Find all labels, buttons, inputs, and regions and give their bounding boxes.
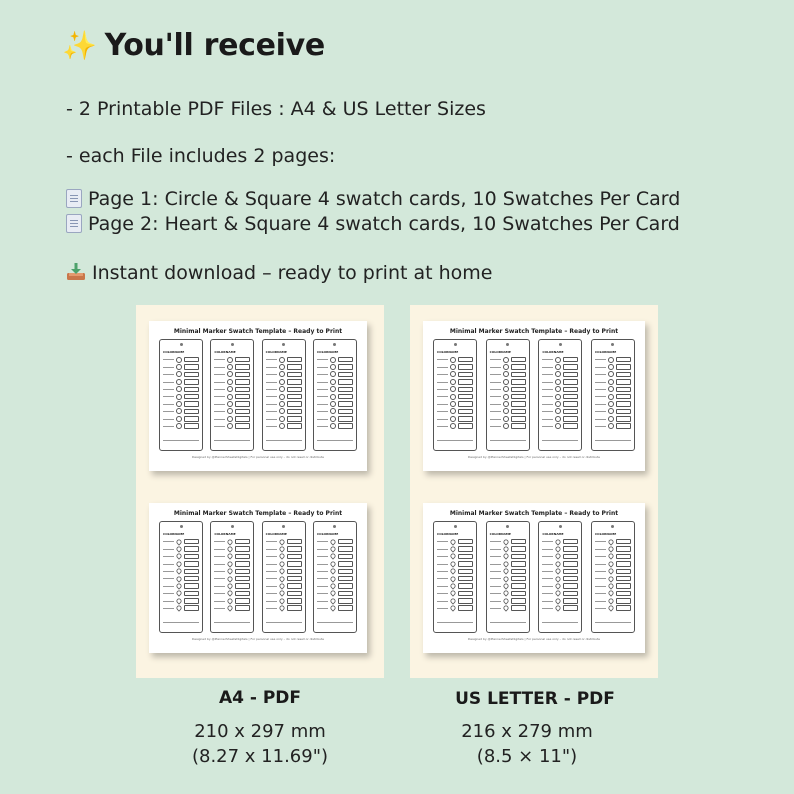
swatch-card xyxy=(313,521,357,633)
swatch-row xyxy=(595,568,631,575)
swatch-row xyxy=(490,400,526,407)
swatch-row xyxy=(437,590,473,597)
swatch-row xyxy=(214,605,250,612)
swatch-card xyxy=(433,339,477,451)
swatch-row xyxy=(437,393,473,400)
card-notes xyxy=(163,622,199,629)
card-notes xyxy=(595,622,631,629)
card-label: COLORNAME xyxy=(542,532,564,536)
swatch-row xyxy=(214,363,250,370)
download-tray-icon xyxy=(66,262,86,282)
swatch-row xyxy=(317,605,353,612)
card-label: COLORNAME xyxy=(214,532,236,536)
card-notes xyxy=(317,440,353,447)
swatch-row xyxy=(542,582,578,589)
swatch-row xyxy=(266,386,302,393)
swatch-row xyxy=(490,545,526,552)
swatch-row xyxy=(163,408,199,415)
swatch-row xyxy=(490,575,526,582)
swatch-cards xyxy=(429,339,639,451)
files-line: - 2 Printable PDF Files : A4 & US Letter Sizes xyxy=(66,98,486,120)
swatch-row xyxy=(437,553,473,560)
swatch-card xyxy=(262,521,306,633)
swatch-row xyxy=(490,356,526,363)
swatch-card xyxy=(486,339,530,451)
swatch-row xyxy=(542,356,578,363)
swatch-row xyxy=(595,408,631,415)
card-label: COLORNAME xyxy=(265,350,287,354)
swatch-row xyxy=(542,386,578,393)
swatch-row xyxy=(317,408,353,415)
swatch-row xyxy=(542,538,578,545)
swatch-row xyxy=(595,423,631,430)
card-label: COLORNAME xyxy=(594,350,617,354)
swatch-row xyxy=(317,400,353,407)
swatch-row xyxy=(266,356,302,363)
swatch-row xyxy=(317,386,353,393)
swatch-row xyxy=(437,538,473,545)
swatch-row xyxy=(163,568,199,575)
swatch-row xyxy=(266,408,302,415)
swatch-row xyxy=(595,400,631,407)
swatch-card xyxy=(433,521,477,633)
swatch-row xyxy=(437,415,473,422)
swatch-card xyxy=(159,339,203,451)
swatch-row xyxy=(214,386,250,393)
card-notes xyxy=(214,440,250,447)
swatch-card xyxy=(538,521,582,633)
swatch-row xyxy=(437,378,473,385)
card-notes xyxy=(595,440,631,447)
swatch-row xyxy=(437,597,473,604)
swatch-row xyxy=(266,568,302,575)
swatch-row xyxy=(542,553,578,560)
swatch-row xyxy=(266,597,302,604)
swatch-row xyxy=(317,538,353,545)
swatch-row xyxy=(437,582,473,589)
swatch-row xyxy=(437,371,473,378)
swatch-row xyxy=(317,415,353,422)
swatch-row xyxy=(542,363,578,370)
card-label: COLORNAME xyxy=(214,350,236,354)
card-notes xyxy=(214,622,250,629)
swatch-row xyxy=(266,538,302,545)
swatch-row xyxy=(214,538,250,545)
swatch-row xyxy=(163,378,199,385)
swatch-row xyxy=(214,553,250,560)
swatch-row xyxy=(490,393,526,400)
a4-heart-sheet xyxy=(149,503,367,653)
swatch-row xyxy=(595,545,631,552)
swatch-row xyxy=(214,356,250,363)
swatch-row xyxy=(595,371,631,378)
swatch-row xyxy=(490,597,526,604)
swatch-row xyxy=(595,560,631,567)
card-notes xyxy=(490,622,526,629)
swatch-row xyxy=(163,538,199,545)
card-notes xyxy=(490,440,526,447)
swatch-row xyxy=(595,590,631,597)
swatch-row xyxy=(595,386,631,393)
swatch-row xyxy=(214,545,250,552)
swatch-row xyxy=(266,560,302,567)
swatch-row xyxy=(163,553,199,560)
swatch-row xyxy=(595,393,631,400)
swatch-card xyxy=(486,521,530,633)
download-line xyxy=(66,262,492,284)
swatch-row xyxy=(490,378,526,385)
swatch-card xyxy=(210,339,254,451)
swatch-row xyxy=(317,560,353,567)
swatch-row xyxy=(317,582,353,589)
swatch-row xyxy=(595,356,631,363)
swatch-row xyxy=(317,553,353,560)
card-notes xyxy=(542,622,578,629)
swatch-card xyxy=(159,521,203,633)
swatch-cards xyxy=(429,521,639,633)
swatch-row xyxy=(163,590,199,597)
swatch-row xyxy=(214,582,250,589)
page1-line xyxy=(66,188,680,210)
swatch-row xyxy=(542,378,578,385)
sparkles-icon: ✨ xyxy=(62,29,97,62)
a4-size-in: (8.27 x 11.69") xyxy=(191,746,329,767)
swatch-row xyxy=(317,393,353,400)
swatch-row xyxy=(490,582,526,589)
page-title xyxy=(62,28,325,63)
swatch-row xyxy=(317,378,353,385)
a4-size-mm: 210 x 297 mm xyxy=(194,721,326,742)
card-label: COLORNAME xyxy=(489,350,511,354)
swatch-row xyxy=(490,386,526,393)
swatch-row xyxy=(437,386,473,393)
swatch-row xyxy=(266,400,302,407)
swatch-row xyxy=(490,408,526,415)
swatch-row xyxy=(214,575,250,582)
swatch-row xyxy=(163,575,199,582)
swatch-row xyxy=(163,597,199,604)
swatch-card xyxy=(262,339,306,451)
sheet-footer: Designed by @PlannerSheetsDigitals | For personal use only – do not resell or distribute xyxy=(467,455,601,459)
swatch-row xyxy=(163,363,199,370)
swatch-row xyxy=(163,371,199,378)
sheet-footer: Designed by @PlannerSheetsDigitals | For personal use only – do not resell or distribute xyxy=(191,637,325,641)
swatch-row xyxy=(317,356,353,363)
a4-circle-sheet xyxy=(149,321,367,471)
swatch-row xyxy=(490,415,526,422)
swatch-row xyxy=(317,597,353,604)
pages-line: - each File includes 2 pages: xyxy=(66,145,336,167)
swatch-card xyxy=(538,339,582,451)
swatch-row xyxy=(163,415,199,422)
swatch-row xyxy=(490,371,526,378)
swatch-row xyxy=(214,568,250,575)
card-notes xyxy=(437,622,473,629)
sheet-footer: Designed by @PlannerSheetsDigitals | For personal use only – do not resell or distribute xyxy=(467,637,601,641)
sheet-title: Minimal Marker Swatch Template – Ready to Print xyxy=(449,328,619,335)
swatch-row xyxy=(542,590,578,597)
swatch-row xyxy=(214,378,250,385)
swatch-row xyxy=(542,545,578,552)
swatch-row xyxy=(490,553,526,560)
swatch-row xyxy=(266,363,302,370)
swatch-row xyxy=(595,582,631,589)
card-notes xyxy=(317,622,353,629)
card-label: COLORNAME xyxy=(265,532,287,536)
swatch-row xyxy=(266,415,302,422)
swatch-row xyxy=(266,423,302,430)
swatch-row xyxy=(163,423,199,430)
swatch-row xyxy=(437,560,473,567)
swatch-row xyxy=(163,560,199,567)
swatch-row xyxy=(490,590,526,597)
us-heart-sheet xyxy=(423,503,645,653)
sheet-footer: Designed by @PlannerSheetsDigitals | For personal use only – do not resell or distribute xyxy=(191,455,325,459)
sheet-title: Minimal Marker Swatch Template – Ready to Print xyxy=(173,328,343,335)
swatch-card xyxy=(591,521,635,633)
swatch-row xyxy=(542,597,578,604)
swatch-row xyxy=(595,363,631,370)
card-notes xyxy=(437,440,473,447)
swatch-card xyxy=(313,339,357,451)
swatch-row xyxy=(317,371,353,378)
swatch-row xyxy=(490,423,526,430)
card-label: COLORNAME xyxy=(163,350,185,354)
swatch-row xyxy=(542,408,578,415)
swatch-row xyxy=(542,568,578,575)
swatch-row xyxy=(542,371,578,378)
download-text: Instant download – ready to print at home xyxy=(92,262,493,284)
swatch-row xyxy=(542,415,578,422)
card-label: COLORNAME xyxy=(316,532,339,536)
a4-caption-title: A4 - PDF xyxy=(218,688,302,708)
page1-text: Page 1: Circle & Square 4 swatch cards, 10 Swatches Per Card xyxy=(88,188,681,210)
swatch-row xyxy=(542,400,578,407)
swatch-row xyxy=(490,605,526,612)
swatch-row xyxy=(437,363,473,370)
swatch-row xyxy=(214,560,250,567)
swatch-row xyxy=(266,582,302,589)
swatch-row xyxy=(542,393,578,400)
swatch-row xyxy=(595,575,631,582)
page-title-text: You'll receive xyxy=(104,28,325,63)
swatch-row xyxy=(163,386,199,393)
swatch-row xyxy=(266,371,302,378)
card-label: COLORNAME xyxy=(489,532,511,536)
swatch-row xyxy=(595,538,631,545)
swatch-row xyxy=(437,408,473,415)
swatch-row xyxy=(163,400,199,407)
document-icon xyxy=(66,214,82,233)
swatch-card xyxy=(210,521,254,633)
swatch-row xyxy=(266,553,302,560)
swatch-row xyxy=(595,605,631,612)
sheet-title: Minimal Marker Swatch Template – Ready to Print xyxy=(449,510,619,517)
document-icon xyxy=(66,189,82,208)
swatch-row xyxy=(266,605,302,612)
card-label: COLORNAME xyxy=(316,350,339,354)
swatch-row xyxy=(214,423,250,430)
swatch-row xyxy=(163,545,199,552)
swatch-row xyxy=(437,400,473,407)
swatch-row xyxy=(542,605,578,612)
swatch-row xyxy=(214,415,250,422)
swatch-row xyxy=(214,371,250,378)
swatch-row xyxy=(542,423,578,430)
swatch-row xyxy=(437,605,473,612)
swatch-row xyxy=(163,605,199,612)
card-label: COLORNAME xyxy=(163,532,185,536)
swatch-row xyxy=(214,597,250,604)
sheet-title: Minimal Marker Swatch Template – Ready to Print xyxy=(173,510,343,517)
us-circle-sheet xyxy=(423,321,645,471)
swatch-row xyxy=(437,545,473,552)
card-label: COLORNAME xyxy=(437,532,459,536)
swatch-row xyxy=(266,545,302,552)
a4-preview-panel xyxy=(136,305,384,678)
swatch-row xyxy=(266,378,302,385)
swatch-row xyxy=(317,575,353,582)
card-notes xyxy=(266,622,302,629)
swatch-row xyxy=(490,560,526,567)
card-notes xyxy=(542,440,578,447)
swatch-row xyxy=(317,590,353,597)
swatch-row xyxy=(595,597,631,604)
swatch-row xyxy=(542,575,578,582)
swatch-row xyxy=(266,393,302,400)
swatch-cards xyxy=(155,339,361,451)
swatch-row xyxy=(490,538,526,545)
card-label: COLORNAME xyxy=(437,350,459,354)
swatch-row xyxy=(595,378,631,385)
swatch-row xyxy=(266,590,302,597)
swatch-row xyxy=(317,545,353,552)
swatch-row xyxy=(437,568,473,575)
swatch-row xyxy=(542,560,578,567)
us-size-in: (8.5 × 11") xyxy=(476,746,578,767)
card-notes xyxy=(163,440,199,447)
us-caption-title: US LETTER - PDF xyxy=(455,689,615,709)
swatch-row xyxy=(266,575,302,582)
swatch-row xyxy=(437,423,473,430)
swatch-row xyxy=(595,553,631,560)
page2-text: Page 2: Heart & Square 4 swatch cards, 10 Swatches Per Card xyxy=(88,213,680,235)
swatch-row xyxy=(437,575,473,582)
swatch-row xyxy=(214,393,250,400)
swatch-row xyxy=(437,356,473,363)
swatch-cards xyxy=(155,521,361,633)
swatch-row xyxy=(490,568,526,575)
swatch-row xyxy=(595,415,631,422)
us-letter-preview-panel xyxy=(410,305,658,678)
swatch-row xyxy=(214,590,250,597)
swatch-row xyxy=(317,423,353,430)
card-label: COLORNAME xyxy=(594,532,617,536)
swatch-row xyxy=(490,363,526,370)
swatch-row xyxy=(317,363,353,370)
swatch-row xyxy=(214,400,250,407)
swatch-row xyxy=(163,582,199,589)
swatch-row xyxy=(214,408,250,415)
swatch-card xyxy=(591,339,635,451)
card-label: COLORNAME xyxy=(542,350,564,354)
us-size-mm: 216 x 279 mm xyxy=(461,721,593,742)
swatch-row xyxy=(163,356,199,363)
page2-line xyxy=(66,213,680,235)
swatch-row xyxy=(317,568,353,575)
swatch-row xyxy=(163,393,199,400)
card-notes xyxy=(266,440,302,447)
